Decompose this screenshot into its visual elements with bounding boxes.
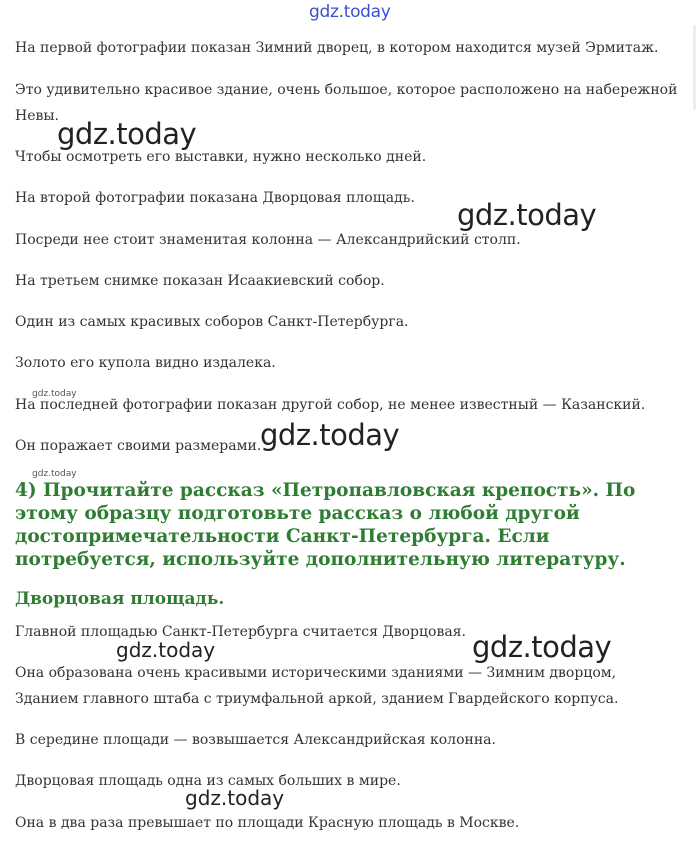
- watermark-small: gdz.today: [32, 389, 77, 399]
- scrollbar-track[interactable]: [693, 25, 696, 110]
- paragraph-10: Он поражает своими размерами.: [15, 438, 262, 454]
- site-logo[interactable]: gdz.today: [309, 2, 391, 22]
- watermark: gdz.today: [260, 418, 400, 452]
- paragraph-4: На второй фотографии показана Дворцовая площадь.: [15, 190, 415, 206]
- paragraph-9: На последней фотографии показан другой собор, не менее известный — Казанский.: [15, 397, 646, 413]
- answer-paragraph-3: В середине площади — возвышается Александрийская колонна.: [15, 732, 496, 748]
- paragraph-5: Посреди нее стоит знаменитая колонна — Александрийский столп.: [15, 232, 521, 248]
- answer-paragraph-2: Она образована очень красивыми историческими зданиями — Зимним дворцом, Зданием главного штаба с триумфальной аркой, зданием Гвардейского корпуса.: [15, 665, 619, 707]
- watermark: gdz.today: [457, 198, 597, 232]
- answer-paragraph-4: Дворцовая площадь одна из самых больших в мире.: [15, 773, 401, 789]
- paragraph-1: На первой фотографии показан Зимний дворец, в котором находится музей Эрмитаж.: [15, 40, 659, 56]
- paragraph-3: Чтобы осмотреть его выставки, нужно несколько дней.: [15, 149, 427, 165]
- paragraph-2: Это удивительно красивое здание, очень большое, которое расположено на набережной Невы.: [15, 82, 678, 124]
- paragraph-6: На третьем снимке показан Исаакиевский собор.: [15, 273, 385, 289]
- answer-paragraph-1: Главной площадью Санкт-Петербурга считается Дворцовая.: [15, 624, 466, 640]
- answer-title: Дворцовая площадь.: [15, 589, 225, 609]
- paragraph-7: Один из самых красивых соборов Санкт-Петербурга.: [15, 314, 409, 330]
- answer-paragraph-5: Она в два раза превышает по площади Красную площадь в Москве.: [15, 815, 520, 831]
- task-heading: 4) Прочитайте рассказ «Петропавловская крепость». По этому образцу подготовьте рассказ о любой другой достопримечательности Санкт-Петербурга. Если потребуется, используйте дополнительную литературу.: [15, 480, 636, 570]
- watermark: gdz.today: [185, 786, 285, 810]
- watermark: gdz.today: [472, 630, 612, 664]
- paragraph-8: Золото его купола видно издалека.: [15, 355, 276, 371]
- watermark: gdz.today: [116, 638, 216, 662]
- watermark: gdz.today: [57, 117, 197, 151]
- watermark-small: gdz.today: [32, 469, 77, 479]
